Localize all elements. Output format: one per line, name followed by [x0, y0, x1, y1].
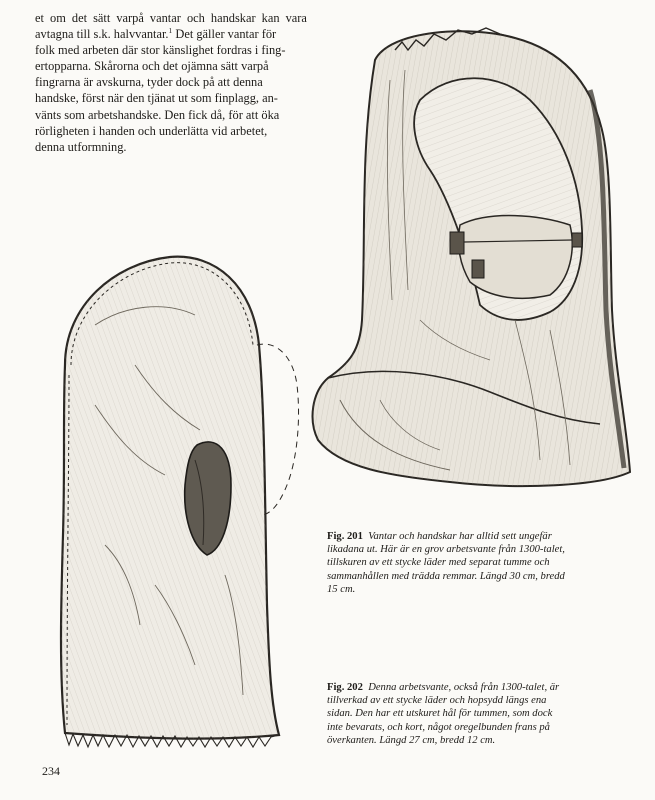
fig201-mitten-illustration: [300, 20, 640, 500]
body-paragraph: [35, 10, 307, 155]
text-line: fingrarna är avskurna, tyder dock på att denna: [35, 75, 263, 90]
text-line: handske, först när den tjänat ut som finplagg, an-: [35, 91, 278, 106]
text-line: ertopparna. Skårorna och det ojämna sätt varpå: [35, 59, 269, 74]
text-line: folk med arbeten där stor känslighet fordras i fing-: [35, 43, 286, 58]
fig202-label: Fig. 202: [327, 682, 363, 693]
fig201-label: Fig. 201: [327, 531, 363, 542]
text-line: rörligheten i handen och underlätta vid arbetet,: [35, 123, 268, 138]
fig202-caption: Fig. 202 Denna arbetsvante, också från 1300-talet, är tillverkad av ett stycke läder och hopsydd längs ena sidan. Den har ett utskuret hål för tummen, som dock inte bevarats, och kort, något oregelbunden frans på överkanten. Längd 27 cm, bredd 12 cm.: [327, 682, 560, 746]
fig201-caption: Fig. 201 Vantar och handskar har alltid sett ungefär likadana ut. Här är en grov arbetsvante från 1300-talet, tillskuren av ett stycke läder med separat tumme och sammanhållen med trädda remmar. Längd 30 cm, bredd 15 cm.: [327, 531, 565, 595]
text-line: vänts som arbetshandske. Den fick då, för att öka: [35, 107, 280, 122]
text-line: avtagna till s.k. halvvantar.$^1$ Det gäller vantar för: [35, 25, 277, 42]
fig202-mitten-illustration: [35, 245, 310, 750]
page-number: 234: [42, 764, 60, 778]
footnote-marker: 1: [168, 25, 173, 35]
text-line: et om det sätt varpå vantar och handskar kan vara: [35, 11, 307, 25]
text-line: denna utformning.: [35, 139, 127, 154]
